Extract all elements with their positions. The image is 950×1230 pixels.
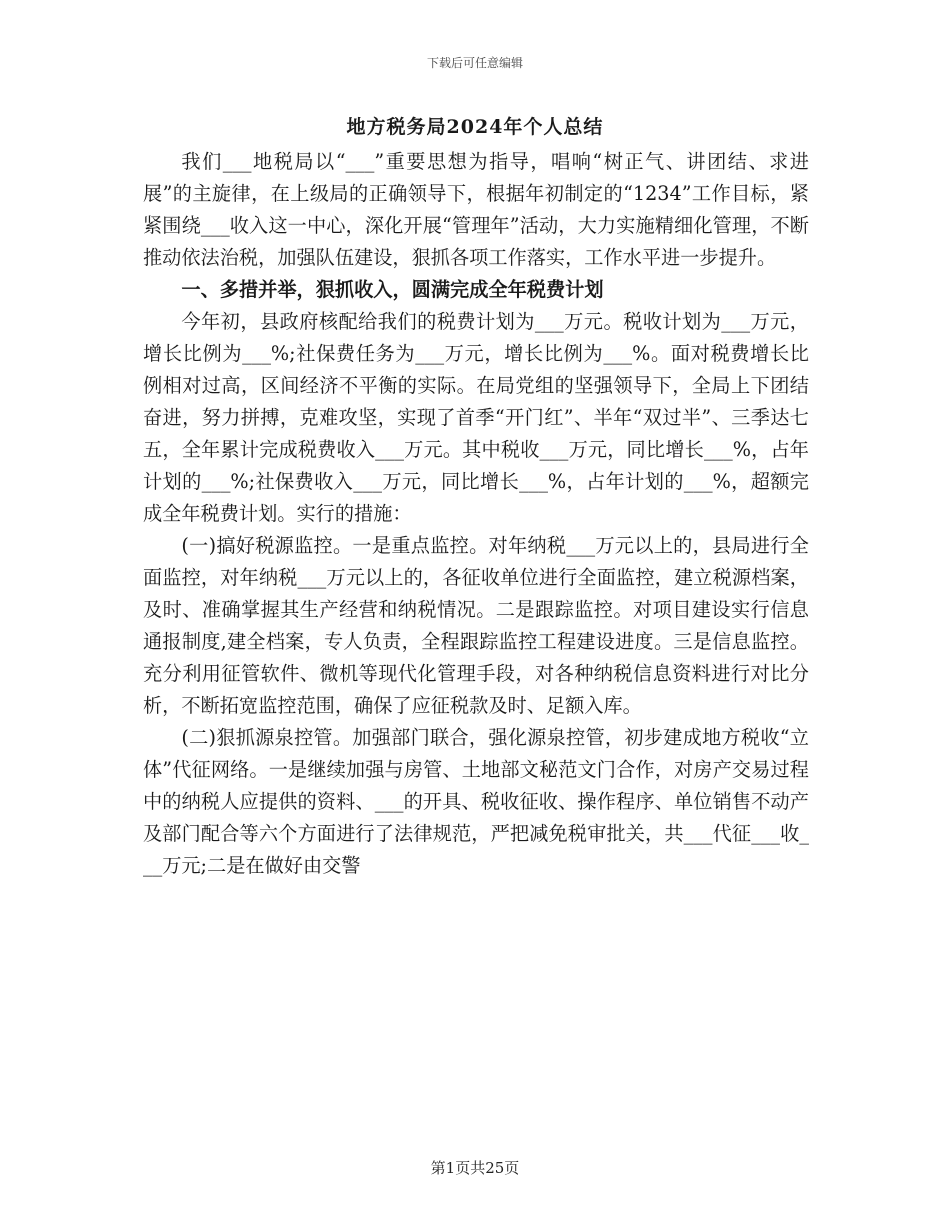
- document-title: 地方税务局2024年个人总结: [346, 116, 604, 138]
- document-body: [143, 146, 809, 882]
- measure-1-paragraph: (一)搞好税源监控。一是重点监控。对年纳税___万元以上的，县局进行全面监控，对年纳税___万元以上的，各征收单位进行全面监控，建立税源档案，及时、准确掌握其生产经营和纳税情况。二是跟踪监控。对项目建设实行信息通报制度,建全档案，专人负责，全程跟踪监控工程建设进度。三是信息监控。充分利用征管软件、微机等现代化管理手段，对各种纳税信息资料进行对比分析，不断拓宽监控范围，确保了应征税款及时、足额入库。: [143, 534, 809, 717]
- header-note: 下载后可任意编辑: [426, 56, 523, 70]
- page-footer: 第1页共25页: [430, 1159, 520, 1177]
- revenue-paragraph: 今年初，县政府核配给我们的税费计划为___万元。税收计划为___万元，增长比例为___%;社保费任务为___万元，增长比例为___%。面对税费增长比例相对过高，区间经济不平衡的实际。在局党组的坚强领导下，全局上下团结奋进，努力拼搏，克难攻坚，实现了首季“开门红”、半年“双过半”、三季达七五，全年累计完成税费收入___万元。其中税收___万元，同比增长___%，占年计划的___%;社保费收入___万元，同比增长___%，占年计划的___%，超额完成全年税费计划。实行的措施：: [143, 310, 809, 525]
- section-heading-1: 一、多措并举，狠抓收入，圆满完成全年税费计划: [181, 278, 604, 301]
- measure-2-paragraph: (二)狠抓源泉控管。加强部门联合，强化源泉控管，初步建成地方税收“立体”代征网络。一是继续加强与房管、土地部文秘范文门合作，对房产交易过程中的纳税人应提供的资料、___的开具、税收征收、操作程序、单位销售不动产及部门配合等六个方面进行了法律规范，严把减免税审批关，共___代征___收___万元;二是在做好由交警: [143, 726, 809, 877]
- intro-paragraph: 我们___地税局以“___”重要思想为指导，唱响“树正气、讲团结、求进展”的主旋律，在上级局的正确领导下，根据年初制定的“1234”工作目标，紧紧围绕___收入这一中心，深化开展“管理年”活动，大力实施精细化管理，不断推动依法治税，加强队伍建设，狠抓各项工作落实，工作水平进一步提升。: [143, 150, 809, 269]
